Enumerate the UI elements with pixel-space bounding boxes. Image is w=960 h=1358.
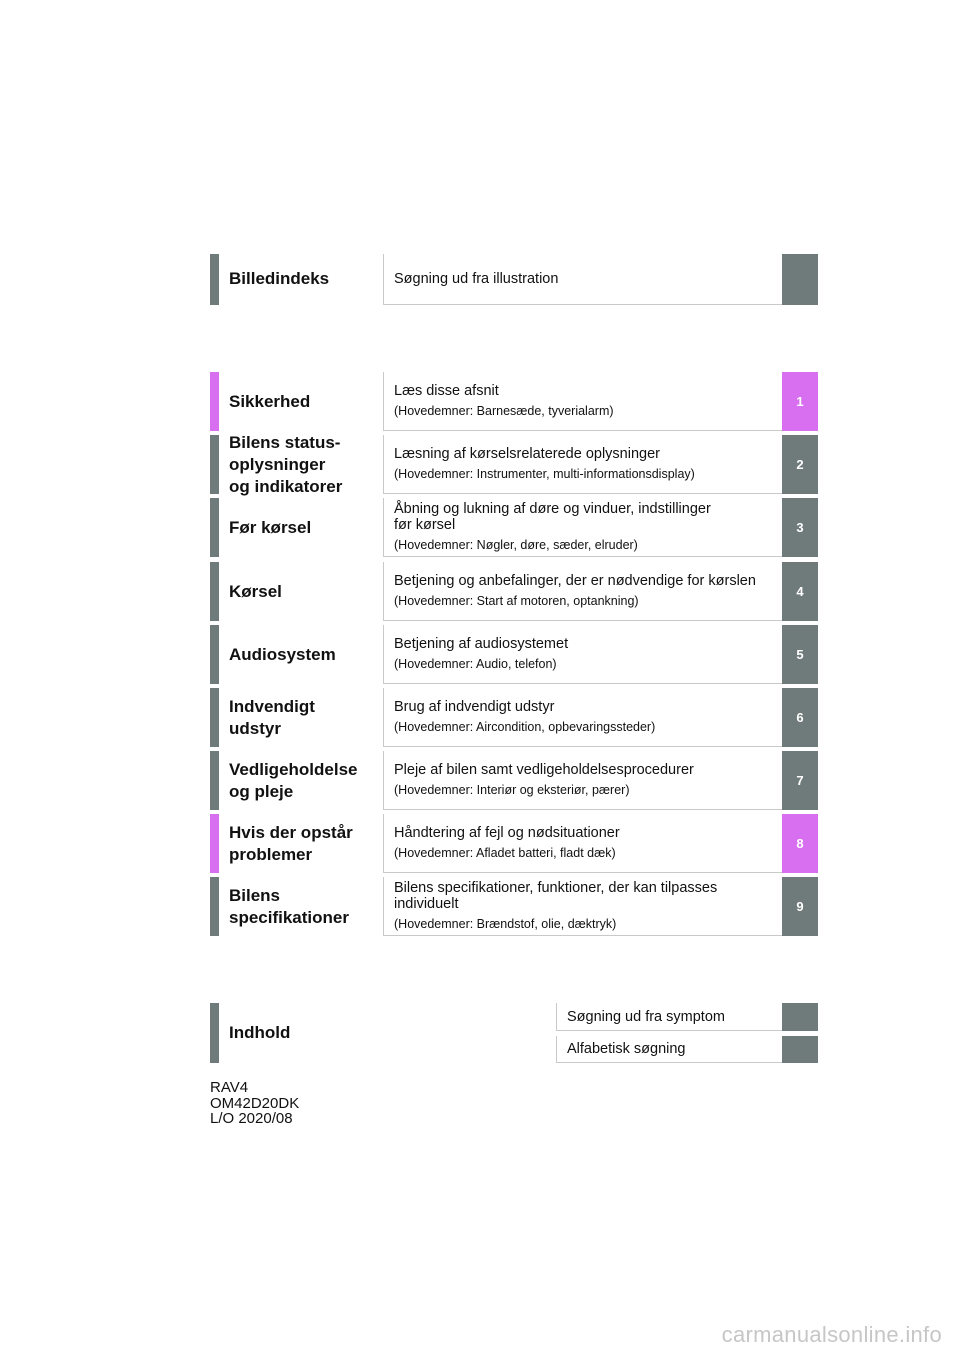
chapter-title: Bilens status- oplysninger og indikatorer (229, 432, 343, 496)
section-bar (210, 688, 219, 747)
chapter-tab-9[interactable]: 9 (782, 877, 818, 936)
chapter-sub: (Hovedemner: Barnesæde, tyverialarm) (394, 404, 614, 418)
chapter-tab-3[interactable]: 3 (782, 498, 818, 557)
billedindeks-content (383, 254, 782, 305)
chapter-desc: Bilens specifikationer, funktioner, der kan tilpasses individuelt (394, 880, 718, 912)
chapter-content (383, 372, 782, 431)
section-bar (210, 1003, 219, 1063)
chapter-tab-1[interactable]: 1 (782, 372, 818, 431)
chapter-content (383, 751, 782, 810)
chapter-row-1[interactable] (210, 372, 818, 431)
billedindeks-row[interactable] (210, 254, 818, 305)
chapter-content (383, 562, 782, 621)
chapter-desc: Håndtering af fejl og nødsituationer (394, 825, 620, 841)
chapter-title: Kørsel (229, 581, 282, 601)
chapter-title: Vedligeholdelse og pleje (229, 759, 358, 801)
indhold-symptom-tab[interactable] (782, 1003, 818, 1031)
footer-info (210, 1080, 299, 1127)
billedindeks-desc: Søgning ud fra illustration (394, 271, 559, 287)
chapter-desc: Betjening og anbefalinger, der er nødvendige for kørslen (394, 573, 756, 589)
indhold-title: Indhold (229, 1023, 291, 1042)
chapter-title: Audiosystem (229, 644, 336, 664)
chapter-title: Sikkerhed (229, 391, 311, 411)
chapter-desc: Brug af indvendigt udstyr (394, 699, 555, 715)
indhold-alfabetisk-tab[interactable] (782, 1036, 818, 1063)
chapter-sub: (Hovedemner: Nøgler, døre, sæder, elruder) (394, 538, 638, 552)
chapter-row-8[interactable] (210, 814, 818, 873)
chapter-sub: (Hovedemner: Start af motoren, optankning) (394, 594, 639, 608)
chapter-sub: (Hovedemner: Afladet batteri, fladt dæk) (394, 846, 616, 860)
chapter-title: Hvis der opstår problemer (229, 822, 353, 864)
section-bar (210, 751, 219, 810)
indhold-alfabetisk-item[interactable] (383, 1036, 818, 1063)
chapter-desc: Læsning af kørselsrelaterede oplysninger (394, 446, 660, 462)
chapter-sub: (Hovedemner: Aircondition, opbevaringssteder) (394, 720, 656, 734)
chapter-desc: Læs disse afsnit (394, 383, 499, 399)
section-bar (210, 435, 219, 494)
chapter-row-4[interactable] (210, 562, 818, 621)
chapter-sub: (Hovedemner: Audio, telefon) (394, 657, 557, 671)
chapter-row-2[interactable] (210, 432, 818, 496)
chapter-sub: (Hovedemner: Brændstof, olie, dæktryk) (394, 917, 617, 931)
chapter-row-3[interactable] (210, 498, 818, 557)
indhold-row (210, 1003, 818, 1063)
chapter-title: Bilens specifikationer (229, 885, 349, 927)
chapter-tab-8[interactable]: 8 (782, 814, 818, 873)
chapter-content (383, 435, 782, 494)
chapter-tab-6[interactable]: 6 (782, 688, 818, 747)
section-bar (210, 372, 219, 431)
indhold-alfabetisk-content (556, 1036, 782, 1063)
section-bar (210, 877, 219, 936)
chapter-tab-2[interactable]: 2 (782, 435, 818, 494)
chapter-content (383, 688, 782, 747)
indhold-alfabetisk-label: Alfabetisk søgning (567, 1041, 686, 1057)
indhold-symptom-content (556, 1003, 782, 1031)
footer-code: OM42D20DK (210, 1094, 300, 1112)
chapter-row-9[interactable] (210, 877, 818, 936)
chapter-content (383, 625, 782, 684)
chapter-tab-7[interactable]: 7 (782, 751, 818, 810)
section-bar (210, 625, 219, 684)
chapter-title: Indvendigt udstyr (229, 696, 315, 738)
chapter-sub: (Hovedemner: Interiør og eksteriør, pærer) (394, 783, 630, 797)
footer-lo: L/O 2020/08 (210, 1110, 293, 1127)
section-bar (210, 498, 219, 557)
chapter-tab-4[interactable]: 4 (782, 562, 818, 621)
chapter-sub: (Hovedemner: Instrumenter, multi-informationsdisplay) (394, 467, 695, 481)
chapter-desc: Betjening af audiosystemet (394, 636, 569, 652)
indhold-symptom-item[interactable] (383, 1003, 818, 1031)
chapter-row-7[interactable] (210, 751, 818, 810)
chapter-title: Før kørsel (229, 517, 312, 537)
chapter-content (383, 498, 782, 557)
section-bar (210, 814, 219, 873)
billedindeks-tab[interactable] (782, 254, 818, 305)
chapter-tab-5[interactable]: 5 (782, 625, 818, 684)
footer-model: RAV4 (210, 1079, 249, 1096)
chapter-row-6[interactable] (210, 688, 818, 747)
section-bar (210, 254, 219, 305)
chapter-row-5[interactable] (210, 625, 818, 684)
watermark: carmanualsonline.info (721, 1322, 942, 1347)
section-bar (210, 562, 219, 621)
billedindeks-title: Billedindeks (229, 269, 330, 288)
chapter-desc: Pleje af bilen samt vedligeholdelsesprocedurer (394, 762, 694, 778)
chapter-content (383, 877, 782, 936)
chapter-content (383, 814, 782, 873)
chapter-desc: Åbning og lukning af døre og vinduer, indstillinger før kørsel (394, 501, 711, 533)
indhold-symptom-label: Søgning ud fra symptom (567, 1008, 725, 1025)
